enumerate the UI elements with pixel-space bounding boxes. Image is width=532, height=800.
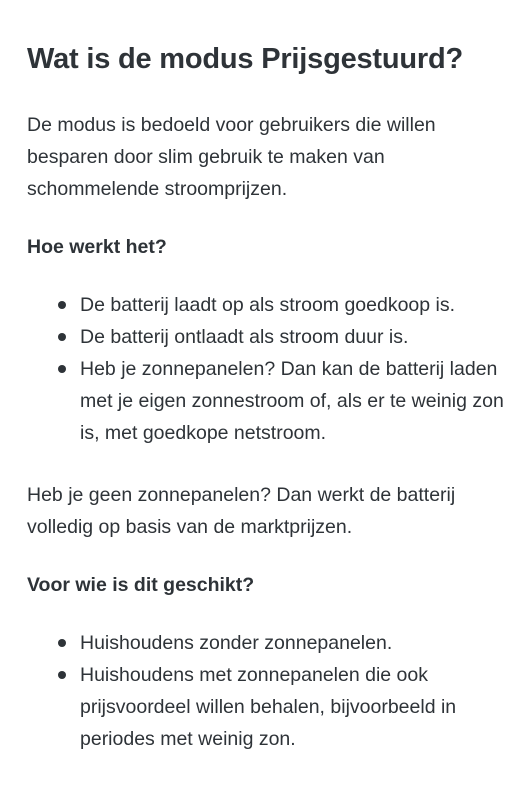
no-solar-panels-paragraph: Heb je geen zonnepanelen? Dan werkt de batterij volledig op basis van de marktprijzen.	[27, 484, 456, 538]
page-title: Wat is de modus Prijsgestuurd?	[27, 43, 464, 75]
list-item: Huishoudens zonder zonnepanelen.	[27, 627, 505, 659]
list-item: Heb je zonnepanelen? Dan kan de batterij laden met je eigen zonnestroom of, als er te weinig zon is, met goedkope netstroom.	[27, 353, 505, 449]
list-item: Huishoudens met zonnepanelen die ook prijsvoordeel willen behalen, bijvoorbeeld in periodes met weinig zon.	[27, 659, 505, 755]
list-item: De batterij laadt op als stroom goedkoop is.	[27, 289, 505, 321]
how-it-works-list	[27, 289, 505, 449]
suitable-for-list	[27, 627, 505, 755]
intro-paragraph: De modus is bedoeld voor gebruikers die willen besparen door slim gebruik te maken van schommelende stroomprijzen.	[27, 114, 436, 200]
section-heading-how-it-works: Hoe werkt het?	[27, 236, 167, 258]
list-item: De batterij ontlaadt als stroom duur is.	[27, 321, 505, 353]
section-heading-suitable-for: Voor wie is dit geschikt?	[27, 574, 255, 596]
